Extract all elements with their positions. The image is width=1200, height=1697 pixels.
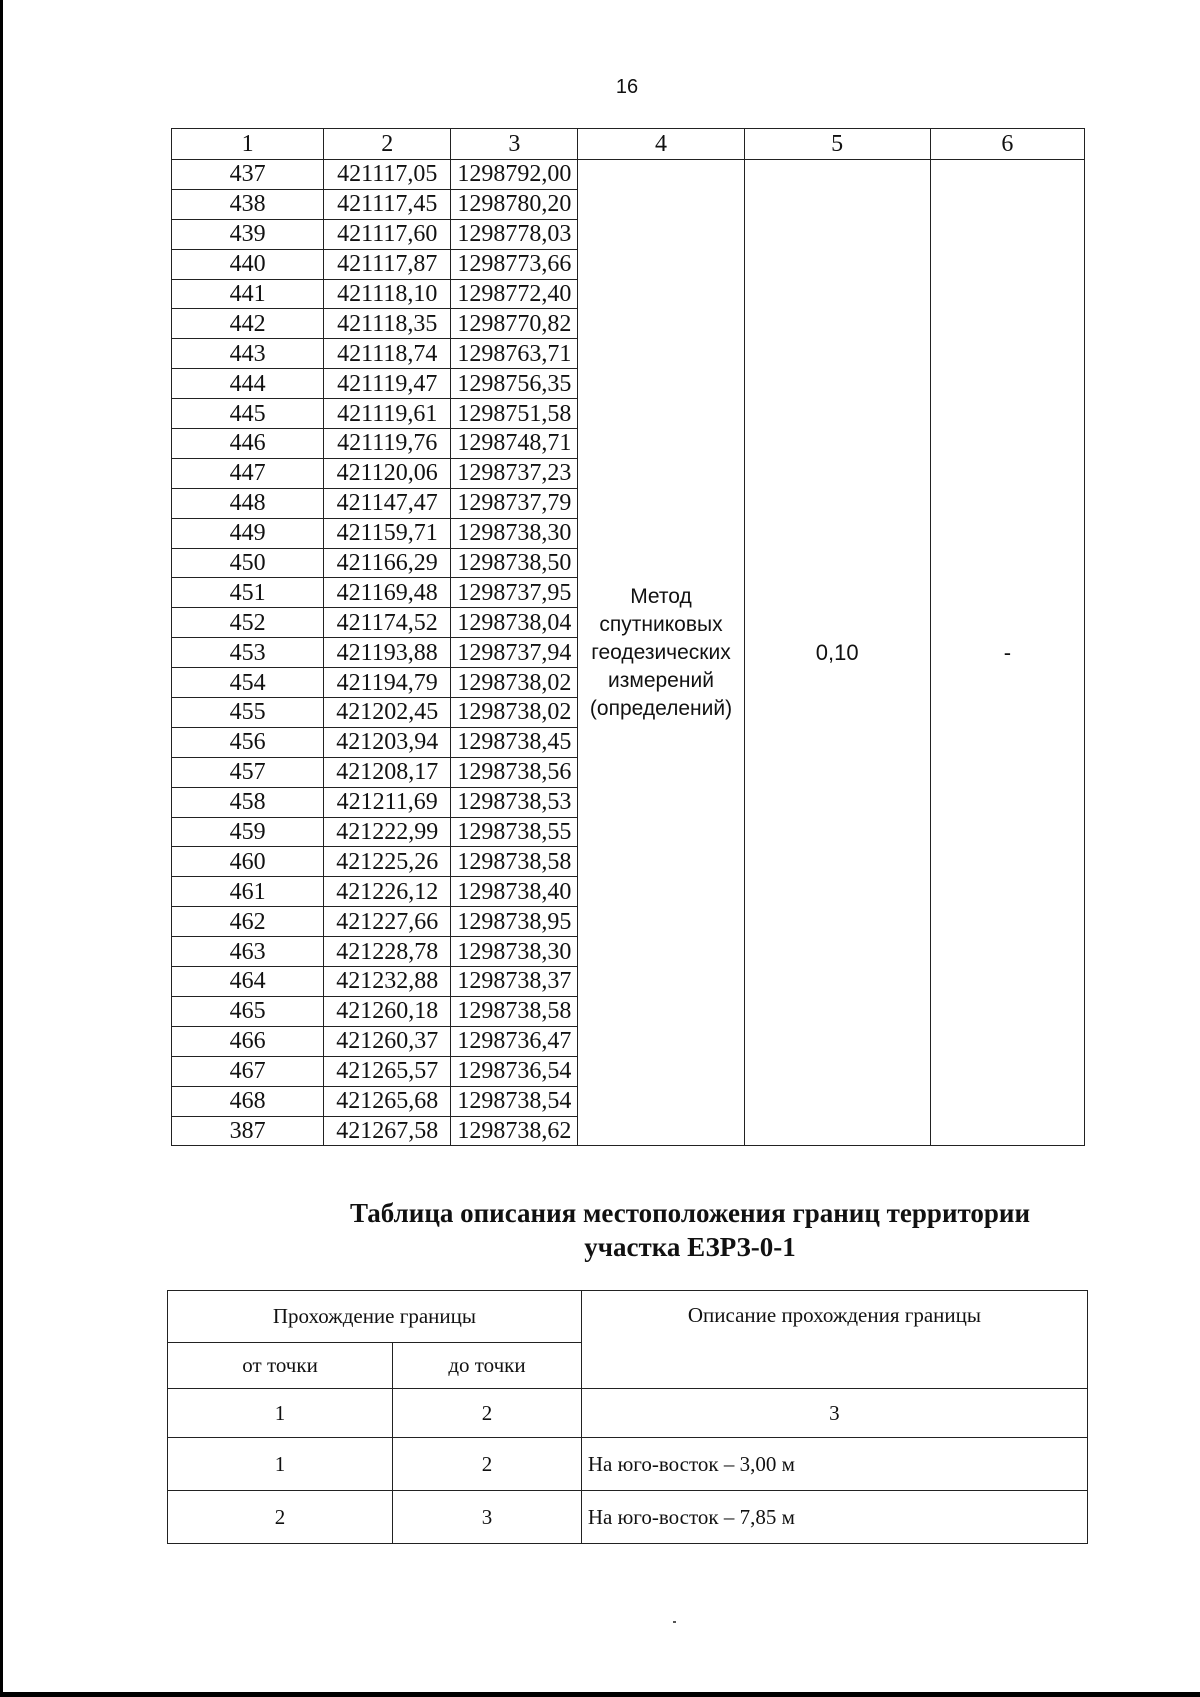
point-number-cell: 446	[172, 429, 324, 459]
x-coordinate-cell: 421260,37	[324, 1026, 451, 1056]
y-coordinate-cell: 1298737,95	[451, 578, 578, 608]
x-coordinate-cell: 421147,47	[324, 488, 451, 518]
coordinates-table	[171, 128, 1085, 1146]
x-coordinate-cell: 421159,71	[324, 518, 451, 548]
y-coordinate-cell: 1298792,00	[451, 160, 578, 190]
y-coordinate-cell: 1298738,58	[451, 996, 578, 1026]
point-number-cell: 387	[172, 1116, 324, 1146]
y-coordinate-cell: 1298770,82	[451, 309, 578, 339]
point-number-cell: 445	[172, 399, 324, 429]
x-coordinate-cell: 421117,87	[324, 249, 451, 279]
x-coordinate-cell: 421265,57	[324, 1056, 451, 1086]
y-coordinate-cell: 1298738,45	[451, 727, 578, 757]
x-coordinate-cell: 421118,74	[324, 339, 451, 369]
x-coordinate-cell: 421222,99	[324, 817, 451, 847]
y-coordinate-cell: 1298780,20	[451, 189, 578, 219]
y-coordinate-cell: 1298738,04	[451, 608, 578, 638]
point-number-cell: 459	[172, 817, 324, 847]
point-number-cell: 464	[172, 967, 324, 997]
point-number-cell: 442	[172, 309, 324, 339]
boundary-to: 3	[393, 1491, 582, 1544]
method-line: спутниковых	[599, 612, 723, 636]
col-header-2: 2	[324, 129, 451, 160]
x-coordinate-cell: 421202,45	[324, 698, 451, 728]
point-number-cell: 438	[172, 189, 324, 219]
x-coordinate-cell: 421265,68	[324, 1086, 451, 1116]
point-number-cell: 463	[172, 937, 324, 967]
x-coordinate-cell: 421117,45	[324, 189, 451, 219]
point-number-cell: 451	[172, 578, 324, 608]
point-number-cell: 444	[172, 369, 324, 399]
scan-edge-bottom	[0, 1692, 1200, 1697]
point-number-cell: 467	[172, 1056, 324, 1086]
y-coordinate-cell: 1298738,02	[451, 698, 578, 728]
column-6-cell: -	[930, 160, 1084, 1146]
point-number-cell: 440	[172, 249, 324, 279]
method-cell	[578, 160, 744, 1146]
y-coordinate-cell: 1298738,30	[451, 518, 578, 548]
point-number-cell: 437	[172, 160, 324, 190]
y-coordinate-cell: 1298737,23	[451, 458, 578, 488]
x-coordinate-cell: 421174,52	[324, 608, 451, 638]
boundary-description: На юго-восток – 7,85 м	[581, 1491, 1087, 1544]
method-line: (определений)	[589, 696, 733, 720]
point-number-cell: 448	[172, 488, 324, 518]
x-coordinate-cell: 421226,12	[324, 877, 451, 907]
x-coordinate-cell: 421117,05	[324, 160, 451, 190]
section-title-line-2: участка ЕЗРЗ-0-1	[584, 1232, 796, 1262]
accuracy-cell: 0,10	[744, 160, 930, 1146]
header-to-point: до точки	[393, 1343, 582, 1389]
coordinates-row	[172, 160, 1085, 190]
method-line: Метод	[630, 584, 692, 608]
number-cell-3: 3	[581, 1389, 1087, 1438]
header-passage: Прохождение границы	[168, 1291, 582, 1343]
x-coordinate-cell: 421119,61	[324, 399, 451, 429]
point-number-cell: 453	[172, 638, 324, 668]
y-coordinate-cell: 1298736,54	[451, 1056, 578, 1086]
y-coordinate-cell: 1298773,66	[451, 249, 578, 279]
y-coordinate-cell: 1298748,71	[451, 429, 578, 459]
point-number-cell: 468	[172, 1086, 324, 1116]
boundary-row	[168, 1438, 1088, 1491]
page-number: 16	[615, 76, 639, 98]
y-coordinate-cell: 1298738,02	[451, 668, 578, 698]
number-cell-2: 2	[393, 1389, 582, 1438]
header-from-point: от точки	[168, 1343, 393, 1389]
y-coordinate-cell: 1298738,30	[451, 937, 578, 967]
x-coordinate-cell: 421208,17	[324, 757, 451, 787]
x-coordinate-cell: 421166,29	[324, 548, 451, 578]
x-coordinate-cell: 421203,94	[324, 727, 451, 757]
x-coordinate-cell: 421232,88	[324, 967, 451, 997]
boundary-from: 2	[168, 1491, 393, 1544]
point-number-cell: 455	[172, 698, 324, 728]
point-number-cell: 466	[172, 1026, 324, 1056]
x-coordinate-cell: 421117,60	[324, 219, 451, 249]
x-coordinate-cell: 421228,78	[324, 937, 451, 967]
col-header-3: 3	[451, 129, 578, 160]
col-header-6: 6	[930, 129, 1084, 160]
x-coordinate-cell: 421211,69	[324, 787, 451, 817]
point-number-cell: 456	[172, 727, 324, 757]
method-line: измерений	[608, 668, 714, 692]
header-description: Описание прохождения границы	[581, 1291, 1087, 1389]
point-number-cell: 458	[172, 787, 324, 817]
x-coordinate-cell: 421194,79	[324, 668, 451, 698]
point-number-cell: 441	[172, 279, 324, 309]
coordinates-header-row	[172, 129, 1085, 160]
y-coordinate-cell: 1298738,55	[451, 817, 578, 847]
x-coordinate-cell: 421225,26	[324, 847, 451, 877]
y-coordinate-cell: 1298738,58	[451, 847, 578, 877]
y-coordinate-cell: 1298738,53	[451, 787, 578, 817]
point-number-cell: 439	[172, 219, 324, 249]
point-number-cell: 447	[172, 458, 324, 488]
boundary-from: 1	[168, 1438, 393, 1491]
scan-speck	[673, 1621, 676, 1623]
boundary-number-row	[168, 1389, 1088, 1438]
boundary-description: На юго-восток – 3,00 м	[581, 1438, 1087, 1491]
point-number-cell: 465	[172, 996, 324, 1026]
section-title-line-1: Таблица описания местоположения границ территории	[349, 1198, 1031, 1228]
x-coordinate-cell: 421120,06	[324, 458, 451, 488]
x-coordinate-cell: 421227,66	[324, 907, 451, 937]
boundary-row	[168, 1491, 1088, 1544]
boundary-header-row	[168, 1291, 1088, 1343]
y-coordinate-cell: 1298751,58	[451, 399, 578, 429]
scan-edge-left	[0, 0, 3, 1697]
y-coordinate-cell: 1298736,47	[451, 1026, 578, 1056]
point-number-cell: 462	[172, 907, 324, 937]
y-coordinate-cell: 1298738,37	[451, 967, 578, 997]
point-number-cell: 461	[172, 877, 324, 907]
x-coordinate-cell: 421118,10	[324, 279, 451, 309]
y-coordinate-cell: 1298737,94	[451, 638, 578, 668]
point-number-cell: 450	[172, 548, 324, 578]
col-header-4: 4	[578, 129, 744, 160]
point-number-cell: 457	[172, 757, 324, 787]
number-cell-1: 1	[168, 1389, 393, 1438]
y-coordinate-cell: 1298778,03	[451, 219, 578, 249]
col-header-5: 5	[744, 129, 930, 160]
point-number-cell: 443	[172, 339, 324, 369]
x-coordinate-cell: 421118,35	[324, 309, 451, 339]
x-coordinate-cell: 421267,58	[324, 1116, 451, 1146]
point-number-cell: 452	[172, 608, 324, 638]
point-number-cell: 460	[172, 847, 324, 877]
section-title	[260, 1196, 1120, 1264]
boundary-to: 2	[393, 1438, 582, 1491]
x-coordinate-cell: 421193,88	[324, 638, 451, 668]
x-coordinate-cell: 421119,76	[324, 429, 451, 459]
method-line: геодезических	[591, 640, 731, 664]
y-coordinate-cell: 1298738,62	[451, 1116, 578, 1146]
x-coordinate-cell: 421119,47	[324, 369, 451, 399]
y-coordinate-cell: 1298772,40	[451, 279, 578, 309]
y-coordinate-cell: 1298737,79	[451, 488, 578, 518]
point-number-cell: 449	[172, 518, 324, 548]
x-coordinate-cell: 421260,18	[324, 996, 451, 1026]
x-coordinate-cell: 421169,48	[324, 578, 451, 608]
boundary-description-table	[167, 1290, 1088, 1544]
y-coordinate-cell: 1298738,56	[451, 757, 578, 787]
y-coordinate-cell: 1298738,50	[451, 548, 578, 578]
y-coordinate-cell: 1298738,54	[451, 1086, 578, 1116]
col-header-1: 1	[172, 129, 324, 160]
point-number-cell: 454	[172, 668, 324, 698]
y-coordinate-cell: 1298756,35	[451, 369, 578, 399]
y-coordinate-cell: 1298763,71	[451, 339, 578, 369]
y-coordinate-cell: 1298738,40	[451, 877, 578, 907]
y-coordinate-cell: 1298738,95	[451, 907, 578, 937]
